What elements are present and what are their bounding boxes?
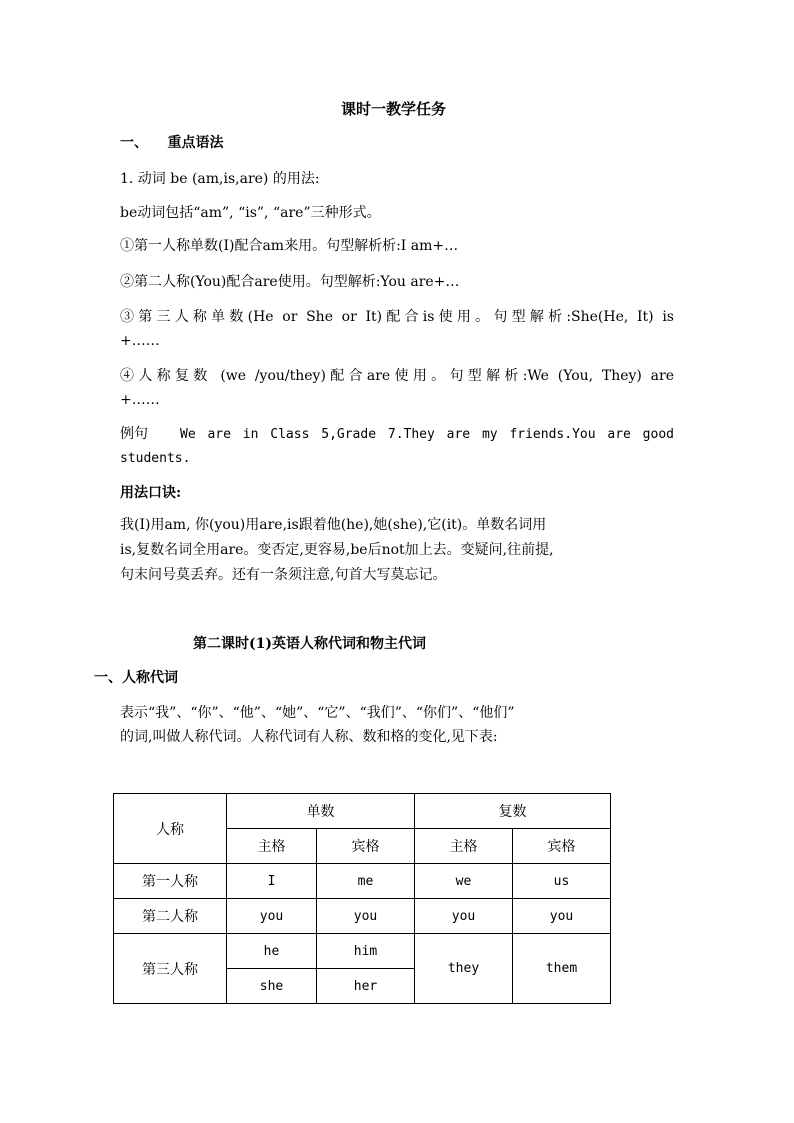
table-cell: I <box>227 864 317 899</box>
person-label: 第一人称 <box>114 864 227 899</box>
table-cell: he <box>227 934 317 969</box>
personal-pronoun-table <box>113 793 611 1004</box>
mnemonic-line2: is,复数名词全用are。变否定,更容易,be后not加上去。变疑问,往前提, <box>120 542 554 558</box>
example-line2: students. <box>120 451 191 466</box>
subheader-plural-nominative: 主格 <box>415 829 513 864</box>
table-row <box>114 899 611 934</box>
mnemonic-line1: 我(I)用am, 你(you)用are,is跟着他(he),她(she),它(it)。单数名词用 <box>120 517 547 533</box>
rule-plural-line1: ④人称复数 (we /you/they)配合are使用。句型解析:We (You, They) are <box>120 368 674 384</box>
rule-third-person-line2: +…… <box>120 333 160 349</box>
table-cell: you <box>227 899 317 934</box>
section-heading-key-grammar: 一、 重点语法 <box>120 135 224 151</box>
mnemonic-heading: 用法口诀: <box>120 485 182 501</box>
header-plural: 复数 <box>415 794 611 829</box>
table-cell: you <box>513 899 611 934</box>
table-row <box>114 864 611 899</box>
table-cell: me <box>317 864 415 899</box>
rule-second-person: ②第二人称(You)配合are使用。句型解析:You are+… <box>120 274 460 290</box>
rule-first-person: ①第一人称单数(I)配合am来用。句型解析析:I am+… <box>120 238 459 254</box>
table-cell: we <box>415 864 513 899</box>
section-heading-personal-pronouns: 一、人称代词 <box>94 670 178 686</box>
mnemonic-line3: 句末问号莫丢弃。还有一条须注意,句首大写莫忘记。 <box>120 567 447 583</box>
table-cell: him <box>317 934 415 969</box>
table-cell: she <box>227 969 317 1004</box>
table-cell: you <box>415 899 513 934</box>
rule-plural-line2: +…… <box>120 392 160 408</box>
person-label: 第三人称 <box>114 934 227 1004</box>
table-cell: them <box>513 934 611 1004</box>
example-label: 例句 <box>120 426 148 442</box>
subheader-plural-objective: 宾格 <box>513 829 611 864</box>
intro-line2: 的词,叫做人称代词。人称代词有人称、数和格的变化,见下表: <box>120 729 498 745</box>
be-forms-line: be动词包括“am”, “is”, “are”三种形式。 <box>120 205 381 221</box>
intro-line1: 表示“我”、“你”、“他”、“她”、“它”、“我们”、“你们”、“他们” <box>120 705 515 721</box>
lesson2-title: 第二课时(1)英语人称代词和物主代词 <box>193 636 426 652</box>
rule-third-person-line1: ③第三人称单数(He or She or It)配合is使用。句型解析:She(He, It) is <box>120 309 674 325</box>
table-cell: they <box>415 934 513 1004</box>
subheader-singular-nominative: 主格 <box>227 829 317 864</box>
table-cell: her <box>317 969 415 1004</box>
example-line1: We are in Class 5,Grade 7.They are my friends.You are good <box>180 427 674 442</box>
table-row <box>114 934 611 969</box>
person-label: 第二人称 <box>114 899 227 934</box>
point1-heading: 1. 动词 be (am,is,are) 的用法: <box>120 171 320 187</box>
table-cell: you <box>317 899 415 934</box>
header-singular: 单数 <box>227 794 415 829</box>
subheader-singular-objective: 宾格 <box>317 829 415 864</box>
header-person: 人称 <box>114 794 227 864</box>
table-cell: us <box>513 864 611 899</box>
lesson1-title: 课时一教学任务 <box>341 100 447 118</box>
